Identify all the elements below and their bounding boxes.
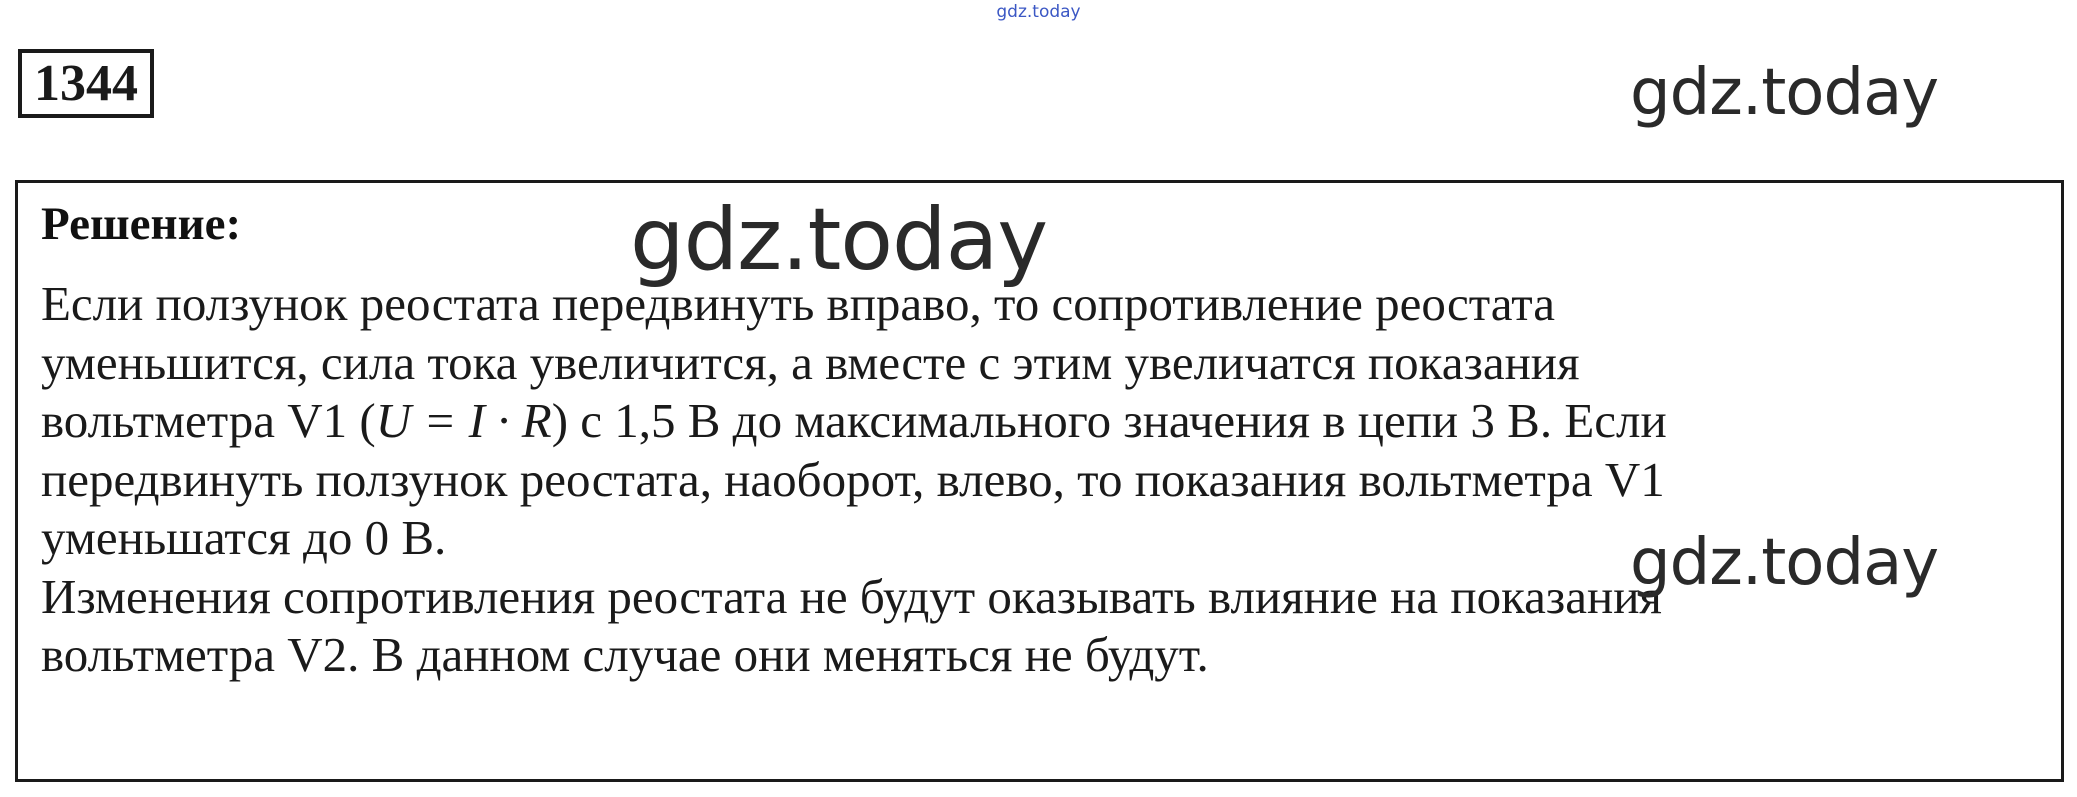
solution-text-fragment: вольтметра V1 ( <box>41 393 376 448</box>
solution-line: Изменения сопротивления реостата не будут оказывать влияние на показания <box>41 568 1662 624</box>
solution-text-fragment: ) с 1,5 В до максимального значения в цепи 3 В. Если <box>551 393 1667 448</box>
solution-line: передвинуть ползунок реостата, наоборот, влево, то показания вольтметра V1 <box>41 451 1665 507</box>
site-watermark: gdz.today <box>630 190 1048 290</box>
site-watermark: gdz.today <box>1630 56 1939 130</box>
solution-text <box>41 275 2041 685</box>
solution-line-with-formula <box>41 392 2041 451</box>
site-watermark-small: gdz.today <box>996 2 1081 22</box>
solution-line: уменьшится, сила тока увеличится, а вместе с этим увеличатся показания <box>41 334 1580 390</box>
problem-number: 1344 <box>18 49 154 118</box>
solution-line: Если ползунок реостата передвинуть вправо, то сопротивление реостата <box>41 276 1556 331</box>
ohms-law-formula: U = I · R <box>375 393 552 448</box>
site-watermark: gdz.today <box>1630 526 1939 600</box>
solution-line: вольтметра V2. В данном случае они меняться не будут. <box>41 627 1209 682</box>
solution-line: уменьшатся до 0 В. <box>41 510 447 565</box>
solution-heading: Решение: <box>41 198 242 250</box>
